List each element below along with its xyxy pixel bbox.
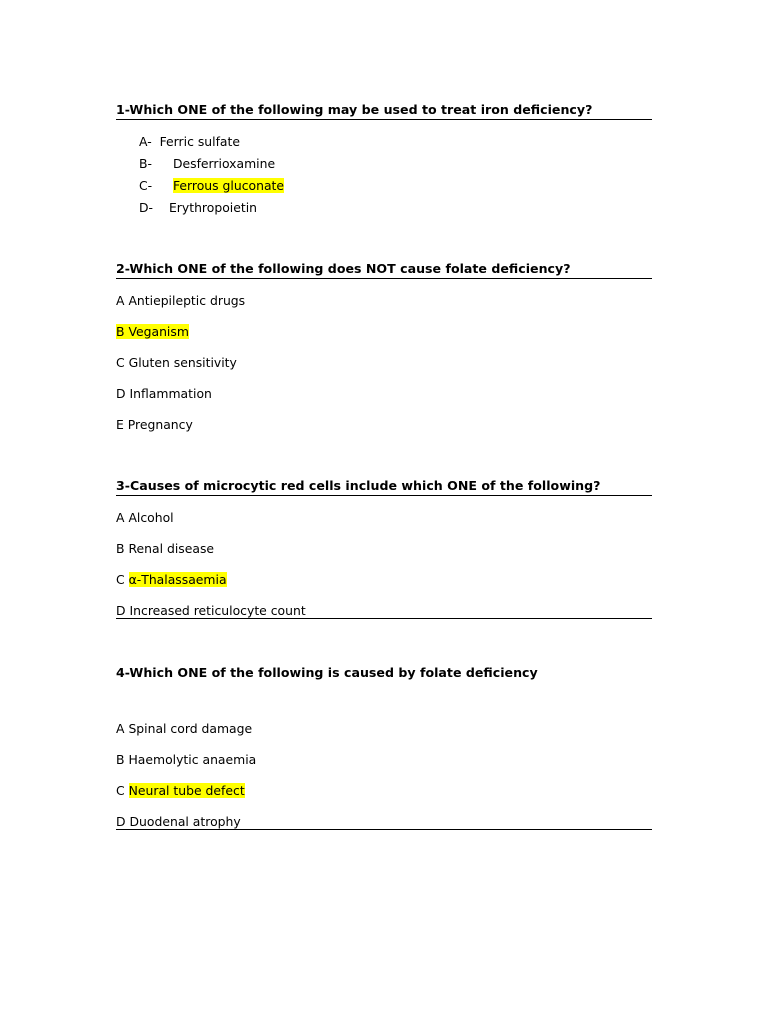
section-divider	[116, 618, 652, 619]
section-divider	[116, 829, 652, 830]
question-2-title: 2-Which ONE of the following does NOT cause folate deficiency?	[116, 261, 652, 279]
q2-option-e	[116, 417, 193, 432]
option-text: Pregnancy	[127, 417, 193, 432]
option-letter: B	[116, 752, 125, 767]
q1-option-a	[139, 134, 240, 149]
option-letter: E	[116, 417, 124, 432]
option-text: Gluten sensitivity	[128, 355, 237, 370]
q1-option-b	[139, 156, 275, 171]
option-letter: C-	[139, 178, 153, 193]
option-text-highlighted: α-Thalassaemia	[128, 572, 227, 587]
q2-option-d	[116, 386, 212, 401]
option-text: Ferric sulfate	[159, 134, 241, 149]
option-text: Haemolytic anaemia	[128, 752, 257, 767]
option-text: Desferrioxamine	[172, 156, 276, 171]
q2-option-a	[116, 293, 245, 308]
q4-option-c	[116, 783, 245, 798]
option-text: Increased reticulocyte count	[129, 603, 306, 618]
q3-option-d	[116, 603, 306, 618]
q3-option-c	[116, 572, 227, 587]
q4-option-d	[116, 814, 241, 829]
option-text: Erythropoietin	[168, 200, 257, 215]
question-3-title: 3-Causes of microcytic red cells include which ONE of the following?	[116, 478, 652, 496]
q3-option-a	[116, 510, 174, 525]
option-text: Spinal cord damage	[128, 721, 253, 736]
option-letter: D	[116, 603, 126, 618]
q1-option-c	[139, 178, 284, 193]
q3-option-b	[116, 541, 214, 556]
option-letter: A	[116, 293, 125, 308]
option-letter: D-	[139, 200, 154, 215]
option-letter: A	[116, 510, 125, 525]
option-text: Alcohol	[128, 510, 174, 525]
q4-option-b	[116, 752, 256, 767]
option-letter: C	[116, 572, 125, 587]
q1-option-d	[139, 200, 257, 215]
option-letter: D	[116, 386, 126, 401]
option-letter: C	[116, 783, 125, 798]
option-letter: A	[116, 721, 125, 736]
option-text-highlighted: Ferrous gluconate	[172, 178, 285, 193]
q2-option-b	[116, 324, 189, 339]
option-letter: D	[116, 814, 126, 829]
question-1-title: 1-Which ONE of the following may be used to treat iron deficiency?	[116, 102, 652, 120]
question-4-title: 4-Which ONE of the following is caused by folate deficiency	[116, 665, 538, 680]
option-text: Renal disease	[128, 541, 215, 556]
q2-option-c	[116, 355, 237, 370]
option-letter: A-	[139, 134, 152, 149]
option-letter: B-	[139, 156, 152, 171]
option-text: Duodenal atrophy	[129, 814, 241, 829]
option-letter: B	[116, 324, 125, 339]
option-text: Inflammation	[129, 386, 212, 401]
option-letter: B	[116, 541, 125, 556]
q4-option-a	[116, 721, 252, 736]
option-text: Antiepileptic drugs	[128, 293, 246, 308]
option-text-highlighted: Veganism	[128, 324, 189, 339]
option-text-highlighted: Neural tube defect	[128, 783, 245, 798]
option-letter: C	[116, 355, 125, 370]
